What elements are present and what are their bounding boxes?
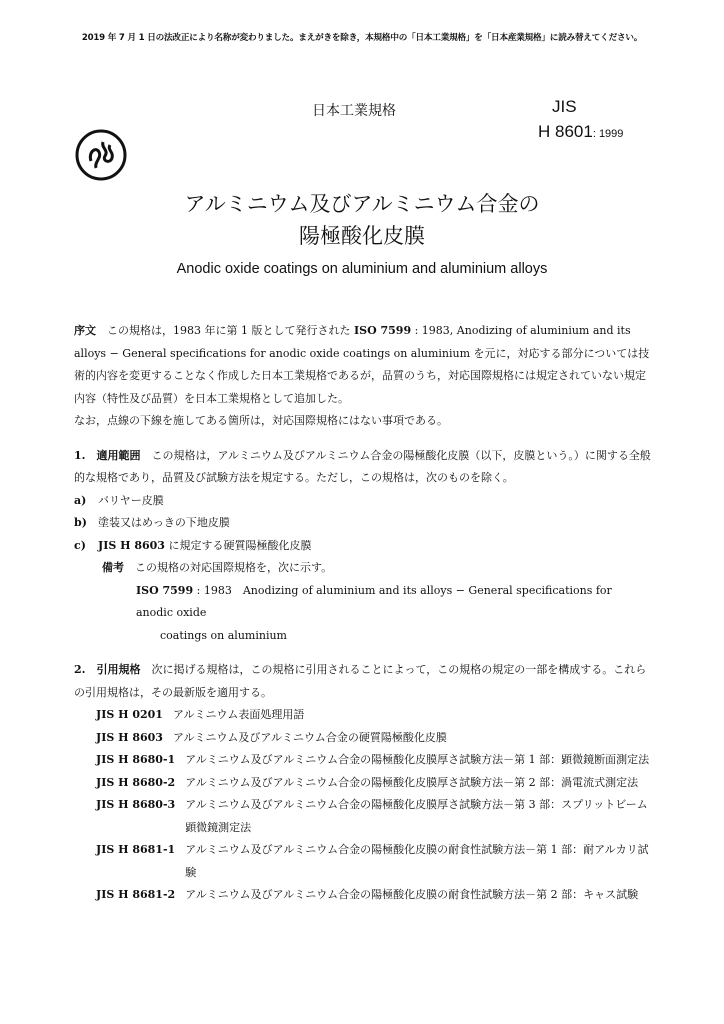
section-1-text: この規格は，アルミニウム及びアルミニウム合金の陽極酸化皮膜（以下，皮膜という。）に関する全般的な規格であり，品質及び試験方法を規定する。ただし，この規格は，次のものを除く。: [74, 448, 651, 484]
iso-reference-continued: coatings on aluminium: [160, 628, 287, 642]
section-2: [74, 659, 652, 704]
title-line-1: アルミニウム及びアルミニウム合金の: [184, 192, 540, 216]
law-change-notice: 2019 年 7 月 1 日の法改正により名称が変わりました。まえがきを除き，本規格中の「日本工業規格」を「日本産業規格」に読み替えてください。: [81, 33, 643, 43]
reference-item: [74, 772, 652, 795]
iso-reference-code: ISO 7599: [136, 583, 194, 597]
remark: [74, 557, 652, 580]
list-item-text: バリヤー皮膜: [98, 493, 164, 507]
standard-label: 日本工業規格: [312, 103, 396, 119]
reference-title: アルミニウム及びアルミニウム合金の陽極酸化皮膜の耐食性試験方法－第 1 部：耐アルカリ試験: [185, 843, 649, 879]
jis-label: JIS: [552, 97, 577, 116]
jis-mark-icon: [74, 128, 128, 182]
reference-item: [74, 727, 652, 750]
reference-title: アルミニウム及びアルミニウム合金の陽極酸化皮膜厚さ試験方法－第 3 部：スプリットビーム顕微鏡測定法: [185, 798, 648, 834]
iso-reference: [74, 580, 652, 648]
reference-code: JIS H 8680-3: [96, 798, 176, 811]
section-1-list: [74, 490, 652, 558]
reference-title: アルミニウム及びアルミニウム合金の陽極酸化皮膜厚さ試験方法－第 1 部：顕微鏡断面測定法: [185, 753, 650, 766]
reference-code: JIS H 8681-2: [96, 888, 176, 901]
reference-item: [74, 839, 652, 884]
section-2-heading: 引用規格: [96, 663, 141, 676]
standard-year: : 1999: [592, 128, 624, 140]
reference-code: JIS H 8680-2: [96, 775, 176, 789]
standard-number: [538, 122, 623, 142]
iso-reference-text: : 1983 Anodizing of aluminium and its alloys − General specifications for anodic oxide: [136, 583, 612, 619]
section-1-number: 1.: [74, 448, 86, 462]
document-body: [74, 320, 652, 907]
list-item-label: b): [74, 516, 87, 529]
reference-code: JIS H 0201: [96, 708, 163, 721]
reference-list: [74, 704, 652, 907]
list-item-text: JIS H 8603 に規定する硬質陽極酸化皮膜: [98, 538, 312, 552]
preface-paragraph: [74, 320, 652, 410]
reference-item: [74, 794, 652, 839]
section-1: [74, 445, 652, 490]
section-2-number: 2.: [74, 663, 86, 676]
remark-label: 備考: [102, 561, 124, 574]
list-item: [74, 535, 652, 558]
reference-code: JIS H 8603: [96, 730, 163, 744]
list-item-text: 塗装又はめっきの下地皮膜: [98, 516, 230, 529]
list-item: [74, 512, 652, 535]
preface-iso-code: ISO 7599: [353, 324, 412, 337]
reference-title: アルミニウム及びアルミニウム合金の陽極酸化皮膜厚さ試験方法－第 2 部：渦電流式測定法: [185, 775, 639, 789]
reference-title: アルミニウム及びアルミニウム合金の硬質陽極酸化皮膜: [172, 730, 447, 744]
preface-note: なお，点線の下線を施してある箇所は，対応国際規格にはない事項である。: [74, 414, 448, 427]
reference-code: JIS H 8681-1: [96, 843, 176, 856]
standard-code: H 8601: [538, 122, 593, 141]
title-line-2: 陽極酸化皮膜: [299, 224, 425, 248]
section-1-heading: 適用範囲: [96, 448, 141, 462]
list-item-label: a): [74, 493, 87, 507]
list-item: [74, 490, 652, 513]
preface-text-2: : 1983, Anodizing of aluminium and its alloys − General specifications for anodic oxide coatings on aluminium を元に，対応する部分については技術的内容を変更することなく作成した日本工業規格であるが，品質のうち，対応国際規格には規定されていない規定内容（特性及び品質）を日本工業規格として追加した。: [74, 324, 650, 405]
reference-item: [74, 749, 652, 772]
preface-heading: 序文: [74, 324, 96, 337]
list-item-label: c): [74, 538, 86, 552]
reference-item: [74, 704, 652, 727]
english-title: Anodic oxide coatings on aluminium and aluminium alloys: [176, 261, 548, 277]
reference-title: アルミニウム表面処理用語: [172, 708, 305, 721]
document-title: [0, 188, 724, 252]
list-item-code: JIS H 8603: [98, 538, 165, 552]
remark-text: この規格の対応国際規格を，次に示す。: [124, 561, 333, 574]
preface-text-1: この規格は，1983 年に第 1 版として発行された: [96, 324, 354, 337]
reference-code: JIS H 8680-1: [96, 753, 176, 766]
section-2-text: 次に掲げる規格は，この規格に引用されることによって，この規格の規定の一部を構成する。これらの引用規格は，その最新版を適用する。: [74, 663, 647, 699]
reference-item: [74, 884, 652, 907]
reference-title: アルミニウム及びアルミニウム合金の陽極酸化皮膜の耐食性試験方法－第 2 部：キャス試験: [185, 888, 639, 901]
